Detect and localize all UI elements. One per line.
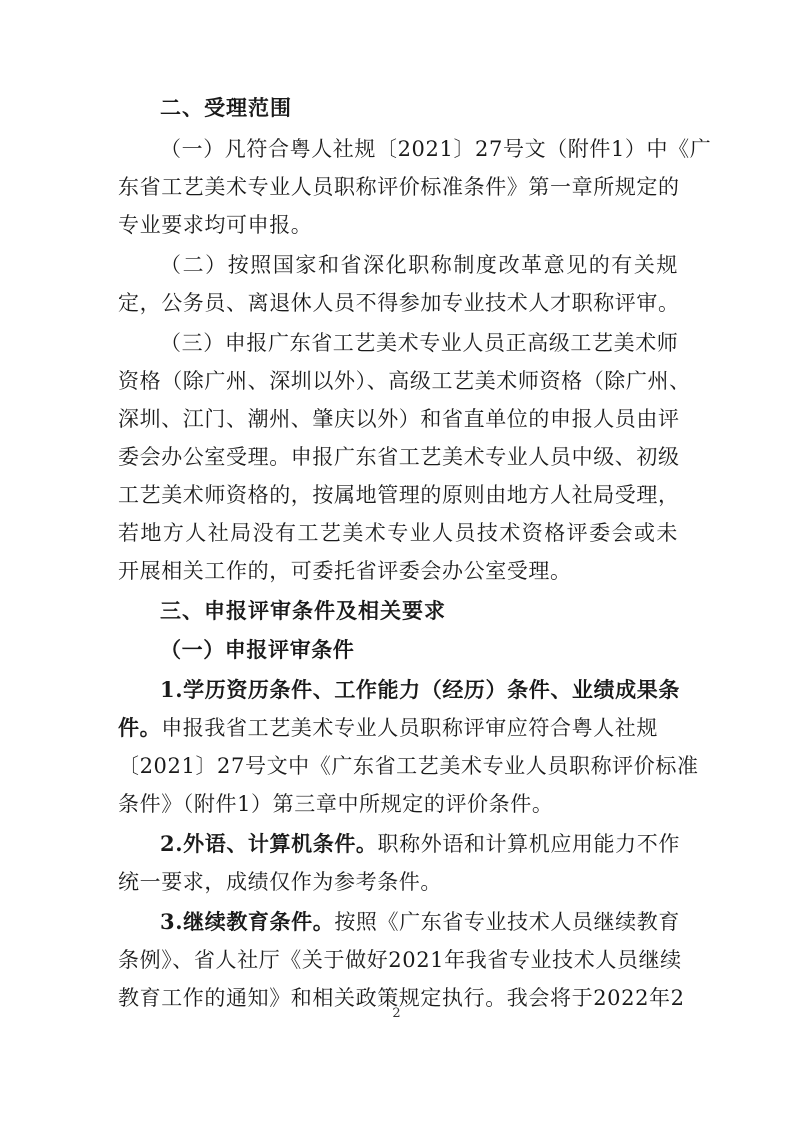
paragraph-line: 东省工艺美术专业人员职称评价标准条件》第一章所规定的 xyxy=(118,175,680,199)
paragraph-line: 定，公务员、离退休人员不得参加专业技术人才职称评审。 xyxy=(118,291,680,315)
item-1-title: 1.学历资历条件、工作能力（经历）条件、业绩成果条 xyxy=(160,677,680,702)
paragraph-line: 条件》（附件1）第三章中所规定的评价条件。 xyxy=(118,792,554,816)
item-2-line xyxy=(160,829,678,859)
paragraph-line: 教育工作的通知》和相关政策规定执行。我会将于2022年2 xyxy=(118,986,685,1010)
item-2-title: 2.外语、计算机条件。 xyxy=(160,831,378,856)
item-3-line xyxy=(160,907,678,937)
item-2-text: 职称外语和计算机应用能力不作 xyxy=(377,832,680,856)
item-1-line xyxy=(118,713,678,743)
section-heading-scope: 二、受理范围 xyxy=(160,96,292,120)
section-heading-requirements: 三、申报评审条件及相关要求 xyxy=(160,599,446,623)
paragraph-line: （一）凡符合粤人社规〔2021〕27号文（附件1）中《广 xyxy=(160,137,712,161)
paragraph-line: 开展相关工作的，可委托省评委会办公室受理。 xyxy=(118,559,572,583)
paragraph-line: 委会办公室受理。申报广东省工艺美术专业人员中级、初级 xyxy=(118,445,680,469)
paragraph-line: 若地方人社局没有工艺美术专业人员技术资格评委会或未 xyxy=(118,521,678,545)
item-1-title-end: 件。 xyxy=(118,715,162,740)
paragraph-line: （二）按照国家和省深化职称制度改革意见的有关规 xyxy=(160,253,678,277)
paragraph-line: 统一要求，成绩仅作为参考条件。 xyxy=(118,870,442,894)
paragraph-line: （三）申报广东省工艺美术专业人员正高级工艺美术师 xyxy=(160,331,679,355)
paragraph-line: 深圳、江门、潮州、肇庆以外）和省直单位的申报人员由评 xyxy=(118,407,680,431)
item-3-title: 3.继续教育条件。 xyxy=(160,909,335,934)
item-1-text: 申报我省工艺美术专业人员职称评审应符合粤人社规 xyxy=(161,716,659,740)
page-number: 2 xyxy=(392,1006,401,1021)
paragraph-line: 工艺美术师资格的，按属地管理的原则由地方人社局受理， xyxy=(118,483,680,507)
subsection-heading: （一）申报评审条件 xyxy=(160,637,355,662)
paragraph-line: 专业要求均可申报。 xyxy=(118,213,313,237)
paragraph-line: 资格（除广州、深圳以外）、高级工艺美术师资格（除广州、 xyxy=(118,369,691,393)
paragraph-line: 〔2021〕27号文中《广东省工艺美术专业人员职称评价标准 xyxy=(118,754,699,778)
paragraph-line: 条例》、省人社厅《关于做好2021年我省专业技术人员继续 xyxy=(118,948,682,972)
item-3-text: 按照《广东省专业技术人员继续教育 xyxy=(334,910,680,934)
